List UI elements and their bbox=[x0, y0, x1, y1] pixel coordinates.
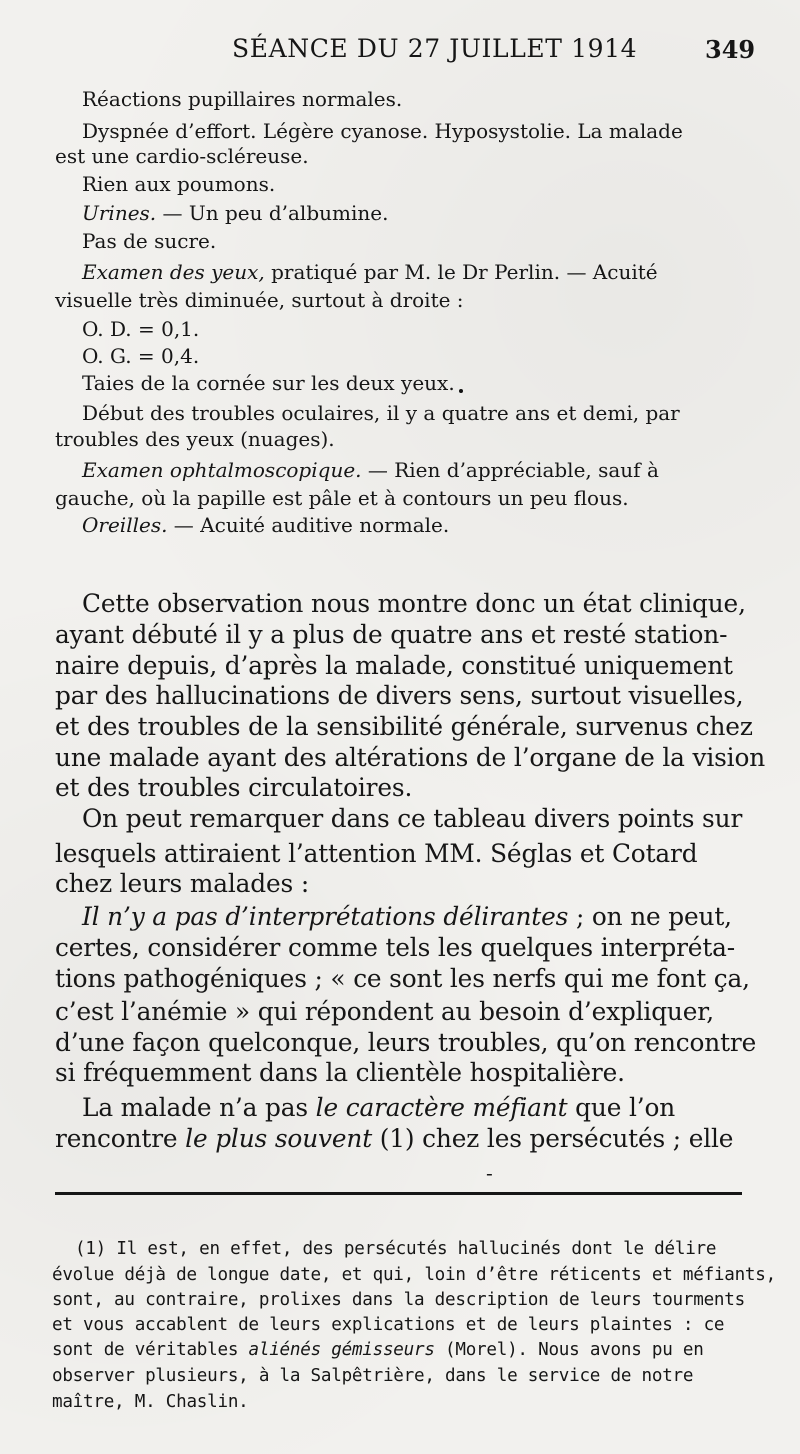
footnote-line-1: (1) Il est, en effet, des persécutés hallucinés dont le délire bbox=[75, 1239, 717, 1259]
body-line-12: certes, considérer comme tels les quelques interpréta- bbox=[55, 933, 735, 962]
page-number: 349 bbox=[705, 35, 756, 64]
footnote-line-2: évolue déjà de longue date, et qui, loin d’être réticents et méfiants, bbox=[52, 1265, 776, 1285]
mistrustful-character-emphasis: le caractère méfiant bbox=[315, 1093, 568, 1122]
rule-mark: - bbox=[486, 1161, 493, 1185]
footnote-line-5-end: (Morel). Nous avons pu en bbox=[434, 1340, 704, 1360]
note-line-3: est une cardio-scléreuse. bbox=[55, 144, 309, 168]
body-line-18-end: (1) chez les persécutés ; elle bbox=[372, 1124, 734, 1153]
footnote-line-4: et vous accablent de leurs explications et de leurs plaintes : ce bbox=[52, 1315, 725, 1335]
note-line-14 bbox=[82, 458, 659, 482]
most-often-emphasis: le plus souvent bbox=[185, 1124, 373, 1153]
body-line-2: ayant débuté il y a plus de quatre ans et resté station- bbox=[55, 620, 728, 649]
urines-text: — Un peu d’albumine. bbox=[156, 201, 389, 225]
body-line-9: lesquels attiraient l’attention MM. Séglas et Cotard bbox=[55, 839, 698, 868]
body-line-16: si fréquemment dans la clientèle hospitalière. bbox=[55, 1058, 625, 1087]
body-line-15: d’une façon quelconque, leurs troubles, qu’on rencontre bbox=[55, 1028, 757, 1057]
footnote-line-6: observer plusieurs, à la Salpêtrière, dans le service de notre bbox=[52, 1366, 694, 1386]
body-line-11-rest: ; on ne peut, bbox=[568, 902, 732, 931]
ophthalmoscopic-label: Examen ophtalmoscopique. bbox=[82, 458, 362, 482]
body-line-10: chez leurs malades : bbox=[55, 869, 310, 898]
body-line-3: naire depuis, d’après la malade, constitué uniquement bbox=[55, 651, 733, 680]
urines-label: Urines. bbox=[82, 201, 157, 225]
running-header bbox=[0, 34, 800, 74]
note-line-12: Début des troubles oculaires, il y a quatre ans et demi, par bbox=[82, 401, 680, 425]
footnote-line-5-start: sont de véritables bbox=[52, 1340, 249, 1360]
body-line-17 bbox=[82, 1093, 675, 1123]
note-line-4: Rien aux poumons. bbox=[82, 172, 276, 196]
footnote-line-3: sont, au contraire, prolixes dans la description de leurs tourments bbox=[52, 1290, 745, 1310]
body-line-18 bbox=[55, 1124, 733, 1154]
footnote-line-7: maître, M. Chaslin. bbox=[52, 1392, 249, 1412]
eye-exam-label: Examen des yeux, bbox=[82, 260, 265, 284]
body-line-17-end: que l’on bbox=[567, 1093, 676, 1122]
body-line-7: et des troubles circulatoires. bbox=[55, 773, 413, 802]
note-line-15: gauche, où la papille est pâle et à contours un peu flous. bbox=[55, 486, 629, 510]
body-line-18-start: rencontre bbox=[55, 1124, 186, 1153]
body-line-6: une malade ayant des altérations de l’organe de la vision bbox=[55, 743, 766, 772]
ears-label: Oreilles. bbox=[82, 513, 168, 537]
body-line-4: par des hallucinations de divers sens, surtout visuelles, bbox=[55, 681, 744, 710]
body-line-11 bbox=[82, 902, 732, 932]
body-line-5: et des troubles de la sensibilité générale, survenus chez bbox=[55, 712, 753, 741]
note-line-11: Taies de la cornée sur les deux yeux. bbox=[82, 371, 455, 395]
body-line-17-start: La malade n’a pas bbox=[82, 1093, 316, 1122]
footnote-divider bbox=[55, 1192, 742, 1195]
note-line-13: troubles des yeux (nuages). bbox=[55, 427, 335, 451]
note-line-16 bbox=[82, 513, 449, 537]
note-line-5 bbox=[82, 201, 388, 225]
page-header-title: SÉANCE DU 27 JUILLET 1914 bbox=[232, 34, 638, 63]
note-line-9: O. D. = 0,1. bbox=[82, 317, 200, 341]
groaning-patients-emphasis: aliénés gémisseurs bbox=[248, 1340, 435, 1360]
body-line-14: c’est l’anémie » qui répondent au besoin d’expliquer, bbox=[55, 997, 714, 1026]
note-line-2: Dyspnée d’effort. Légère cyanose. Hyposystolie. La malade bbox=[82, 119, 683, 143]
eye-exam-text: pratiqué par M. le Dr Perlin. — Acuité bbox=[264, 260, 658, 284]
note-line-10: O. G. = 0,4. bbox=[82, 344, 200, 368]
body-line-1: Cette observation nous montre donc un état clinique, bbox=[82, 589, 746, 618]
body-line-8: On peut remarquer dans ce tableau divers points sur bbox=[82, 804, 743, 833]
note-line-6: Pas de sucre. bbox=[82, 229, 217, 253]
note-line-7 bbox=[82, 260, 658, 284]
ophthalmoscopic-text: — Rien d’appréciable, sauf à bbox=[361, 458, 659, 482]
scan-mark bbox=[459, 389, 463, 393]
delusional-interpretations-emphasis: Il n’y a pas d’interprétations délirantes bbox=[82, 902, 569, 931]
ears-text: — Acuité auditive normale. bbox=[167, 513, 450, 537]
note-line-1: Réactions pupillaires normales. bbox=[82, 87, 403, 111]
note-line-8: visuelle très diminuée, surtout à droite : bbox=[55, 288, 464, 312]
body-line-13: tions pathogéniques ; « ce sont les nerfs qui me font ça, bbox=[55, 964, 750, 993]
footnote-line-5 bbox=[52, 1338, 704, 1362]
